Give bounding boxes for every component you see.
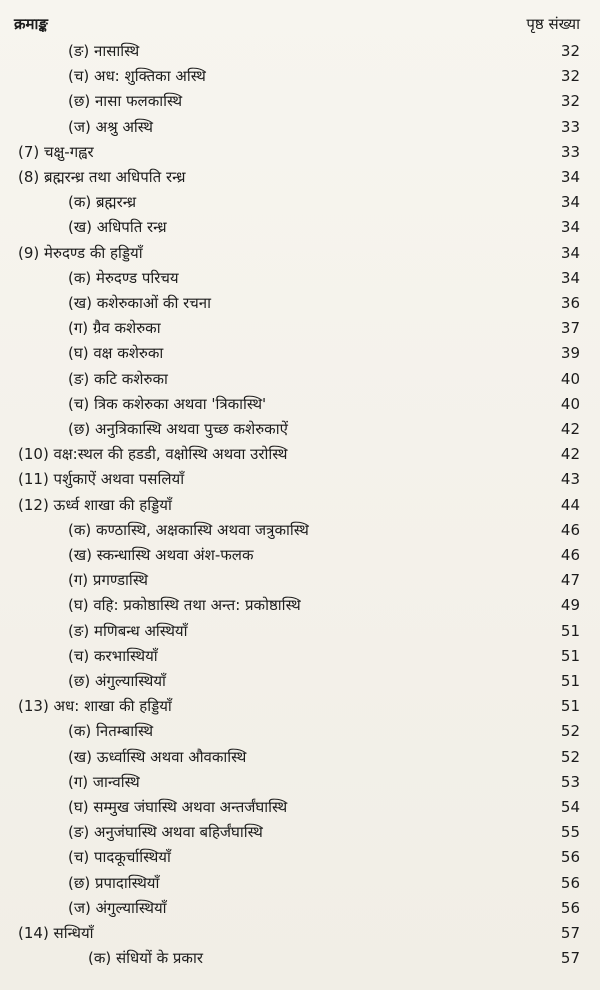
toc-entry-title: (ग) जान्वस्थि: [68, 772, 140, 791]
toc-entry-title: (च) त्रिक कशेरुका अथवा 'त्रिकास्थि': [68, 394, 267, 413]
toc-entry-page-number: 56: [560, 848, 580, 867]
toc-entry-title: (ङ) अनुजंघास्थि अथवा बहिर्जंघास्थि: [68, 823, 263, 842]
toc-entry-page-number: 57: [560, 949, 580, 968]
toc-entry: [0, 114, 600, 140]
toc-entry: [0, 492, 600, 518]
toc-entry-title: (क) मेरुदण्ड परिचय: [68, 268, 179, 287]
toc-entry: [0, 38, 600, 64]
toc-entry: [0, 542, 600, 568]
page-number-heading: पृष्ठ संख्या: [526, 15, 580, 33]
toc-entry: [0, 744, 600, 770]
toc-entry-page-number: 36: [560, 294, 580, 312]
toc-entry: [0, 88, 600, 114]
toc-entry-title: (ङ) नासास्थि: [68, 42, 140, 60]
toc-entry-title: (छ) नासा फलकास्थि: [68, 92, 183, 111]
toc-entry-page-number: 52: [560, 747, 580, 766]
toc-entry-page-number: 32: [560, 67, 580, 86]
toc-entry-title: (छ) अनुत्रिकास्थि अथवा पुच्छ कशेरुकाऐं: [68, 420, 288, 438]
toc-entry: [0, 794, 600, 820]
toc-entry: [0, 643, 600, 669]
toc-entry-page-number: 33: [560, 117, 580, 136]
toc-entry-page-number: 56: [560, 898, 580, 917]
toc-entry-title: (12) ऊर्ध्व शाखा की हड्डियाँ: [18, 495, 172, 514]
toc-entry-title: (क) ब्रह्मरन्ध्र: [68, 193, 137, 212]
toc-entry-title: (च) करभास्थियाँ: [68, 646, 158, 665]
toc-entry: [0, 668, 600, 694]
toc-entry: [0, 164, 600, 190]
toc-entry-page-number: 34: [560, 193, 580, 212]
toc-entry-page-number: 51: [560, 621, 580, 640]
toc-entry-title: (घ) वहि: प्रकोष्ठास्थि तथा अन्त: प्रकोष्ठास्थि: [68, 596, 301, 615]
toc-entry: [0, 718, 600, 744]
toc-entry: [0, 189, 600, 215]
toc-entry-title: (ख) स्कन्धास्थि अथवा अंश-फलक: [68, 546, 254, 564]
toc-entry-title: (7) चक्षु-गह्वर: [18, 142, 94, 161]
toc-entry-title: (घ) सम्मुख जंघास्थि अथवा अन्तर्जंघास्थि: [68, 798, 288, 816]
toc-entry-page-number: 52: [560, 722, 580, 741]
toc-entry: [0, 391, 600, 417]
toc-entry-page-number: 33: [560, 142, 580, 161]
toc-entry-title: (14) सन्धियाँ: [18, 924, 94, 942]
toc-entry-page-number: 32: [560, 42, 580, 60]
toc-entry-page-number: 37: [560, 319, 580, 338]
toc-entry-title: (ग) प्रगण्डास्थि: [68, 571, 148, 590]
toc-header: [14, 14, 580, 40]
toc-entry-title: (ग) ग्रैव कशेरुका: [68, 319, 161, 338]
toc-entry-title: (घ) वक्ष कशेरुका: [68, 344, 164, 363]
toc-entry-page-number: 53: [560, 772, 580, 791]
toc-entry-page-number: 39: [560, 344, 580, 363]
toc-entry-title: (ङ) कटि कशेरुका: [68, 369, 168, 388]
toc-entry-page-number: 42: [560, 445, 580, 464]
toc-entry: [0, 693, 600, 719]
toc-entry: [0, 466, 600, 492]
toc-entry-page-number: 46: [560, 520, 580, 539]
toc-entry: [0, 819, 600, 845]
toc-entry-page-number: 34: [560, 268, 580, 287]
toc-entry: [0, 214, 600, 240]
toc-entry-title: (11) पर्शुकाऐं अथवा पसलियाँ: [18, 470, 185, 489]
toc-entry: [0, 945, 600, 971]
toc-entry-title: (च) अध: शुक्तिका अस्थि: [68, 67, 206, 86]
toc-entry-title: (ज) अंगुल्यास्थियाँ: [68, 898, 167, 917]
toc-entry: [0, 517, 600, 543]
toc-entry-page-number: 57: [560, 924, 580, 942]
toc-entry-title: (छ) अंगुल्यास्थियाँ: [68, 672, 166, 690]
toc-entry-page-number: 51: [560, 672, 580, 690]
toc-entry: [0, 315, 600, 341]
toc-entry-title: (क) कण्ठास्थि, अक्षकास्थि अथवा जत्रुकास्थि: [68, 520, 309, 539]
toc-entry-title: (ख) अधिपति रन्ध्र: [68, 218, 167, 237]
toc-entry-page-number: 51: [560, 646, 580, 665]
toc-entry: [0, 265, 600, 291]
toc-entry: [0, 290, 600, 316]
toc-entry-page-number: 51: [560, 697, 580, 716]
toc-entry-page-number: 55: [560, 823, 580, 842]
toc-entry-page-number: 46: [560, 546, 580, 564]
toc-entry: [0, 592, 600, 618]
toc-entry-page-number: 34: [560, 218, 580, 237]
toc-entry: [0, 567, 600, 593]
toc-entry-title: (8) ब्रह्मरन्ध्र तथा अधिपति रन्ध्र: [18, 168, 186, 186]
toc-entry-title: (ङ) मणिबन्ध अस्थियाँ: [68, 621, 188, 640]
toc-entry: [0, 240, 600, 266]
toc-entry-title: (ख) ऊर्ध्वास्थि अथवा औवकास्थि: [68, 747, 247, 766]
toc-entry: [0, 895, 600, 921]
toc-entry: [0, 139, 600, 165]
toc-entry-title: (ज) अश्रु अस्थि: [68, 117, 153, 136]
toc-entry: [0, 920, 600, 946]
toc-entry: [0, 366, 600, 392]
toc-entry-title: (13) अध: शाखा की हड्डियाँ: [18, 697, 172, 716]
toc-entry-title: (10) वक्ष:स्थल की हडडी, वक्षोस्थि अथवा उरोस्थि: [18, 445, 288, 464]
toc-entry-page-number: 34: [560, 168, 580, 186]
toc-entry-page-number: 43: [560, 470, 580, 489]
serial-number-heading: क्रमाङ्क: [14, 15, 48, 33]
toc-entry-title: (छ) प्रपादास्थियाँ: [68, 873, 160, 892]
toc-entry-page-number: 56: [560, 873, 580, 892]
toc-entry-page-number: 32: [560, 92, 580, 111]
toc-entry: [0, 340, 600, 366]
toc-entry: [0, 769, 600, 795]
toc-entry: [0, 63, 600, 89]
toc-entry: [0, 441, 600, 467]
toc-entry-title: (क) संधियों के प्रकार: [88, 949, 203, 968]
toc-entry-page-number: 34: [560, 243, 580, 262]
toc-entry-title: (ख) कशेरुकाओं की रचना: [68, 294, 211, 312]
toc-entry-title: (च) पादकूर्चास्थियाँ: [68, 848, 171, 867]
toc-entry-page-number: 49: [560, 596, 580, 615]
toc-entry: [0, 618, 600, 644]
toc-entry-page-number: 54: [560, 798, 580, 816]
toc-entry-title: (क) नितम्बास्थि: [68, 722, 154, 741]
toc-entry-page-number: 40: [560, 369, 580, 388]
toc-entry: [0, 416, 600, 442]
toc-entry-page-number: 44: [560, 495, 580, 514]
toc-entry-page-number: 40: [560, 394, 580, 413]
toc-entry-title: (9) मेरुदण्ड की हड्डियाँ: [18, 243, 143, 262]
toc-entry: [0, 844, 600, 870]
toc-entry-page-number: 42: [560, 420, 580, 438]
toc-entry: [0, 870, 600, 896]
toc-entry-page-number: 47: [560, 571, 580, 590]
